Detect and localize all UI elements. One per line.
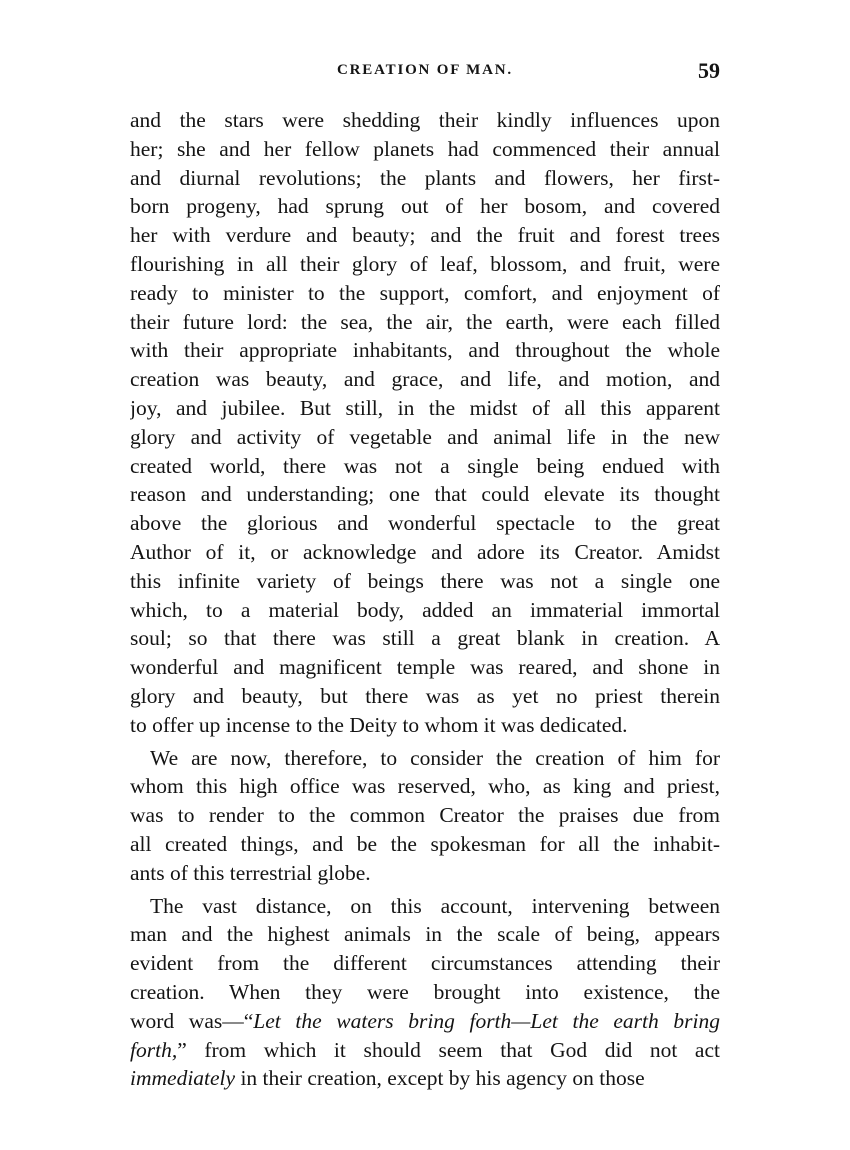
text-segment: all created things, and be the spokesman for all the inhabit- [130,831,720,856]
text-segment: their future lord: the sea, the air, the earth, were each filled [130,309,720,334]
text-line [130,135,720,164]
text-line [130,336,720,365]
text-segment: creation was beauty, and grace, and life, and motion, and [130,367,720,392]
text-line [130,423,720,452]
text-segment: man and the highest animals in the scale of being, appears [130,922,720,947]
text-line [130,308,720,337]
text-segment: and the stars were shedding their kindly influences upon [130,108,720,132]
text-segment: ants of this terrestrial globe. [130,860,371,885]
text-segment: wonderful and magnificent temple was reared, and shone in [130,655,720,680]
paragraph [130,892,720,1094]
text-segment: to offer up incense to the Deity to whom it was dedicated. [130,712,628,737]
text-line [130,892,720,921]
text-line [130,106,720,135]
text-segment: reason and understanding; one that could elevate its thought [130,482,720,507]
paragraph [130,744,720,888]
text-line [130,978,720,1007]
text-line [130,744,720,773]
body-text [130,106,720,1093]
text-line [130,711,720,740]
text-line [130,1064,720,1093]
text-line [130,920,720,949]
text-segment: above the glorious and wonderful spectacle to the great [130,511,720,536]
paragraph [130,106,720,740]
text-line [130,538,720,567]
text-line [130,653,720,682]
text-line [130,567,720,596]
text-segment: soul; so that there was still a great blank in creation. A [130,626,720,651]
text-segment: ” from which it should seem that God did not act [177,1037,720,1062]
text-line [130,624,720,653]
italic-text: Let the waters bring forth—Let the earth bring [253,1008,720,1033]
italic-text: forth, [130,1037,178,1062]
text-segment: which, to a material body, added an immaterial immortal [130,597,720,622]
text-line [130,596,720,625]
text-segment: flourishing in all their glory of leaf, blossom, and fruit, were [130,251,720,276]
text-line [130,365,720,394]
text-segment: whom this high office was reserved, who, as king and priest, [130,774,720,799]
text-segment: ready to minister to the support, comfort, and enjoyment of [130,280,720,305]
text-line [130,772,720,801]
text-segment: Author of it, or acknowledge and adore its Creator. Amidst [130,539,720,564]
text-line [130,509,720,538]
text-line [130,279,720,308]
text-segment: We are now, therefore, to consider the creation of him for [150,745,720,770]
text-segment: joy, and jubilee. But still, in the midst of all this apparent [130,395,720,420]
text-segment: created world, there was not a single being endued with [130,453,720,478]
text-line [130,192,720,221]
text-segment: The vast distance, on this account, intervening between [150,893,720,918]
text-segment: glory and beauty, but there was as yet no priest therein [130,683,720,708]
text-line [130,859,720,888]
text-segment: her; she and her fellow planets had commenced their annual [130,136,720,161]
text-segment: and diurnal revolutions; the plants and flowers, her first- [130,165,720,190]
text-line [130,949,720,978]
text-segment: was to render to the common Creator the praises due from [130,803,720,828]
running-head [130,58,720,92]
text-segment: this infinite variety of beings there was not a single one [130,568,720,593]
text-segment: born progeny, had sprung out of her bosom, and covered [130,194,720,219]
text-line [130,1007,720,1036]
text-line [130,682,720,711]
text-line [130,830,720,859]
text-line [130,801,720,830]
text-line [130,452,720,481]
text-line [130,221,720,250]
text-segment: word was—“ [130,1008,254,1033]
text-segment: creation. When they were brought into existence, the [130,979,720,1004]
text-segment: in their creation, except by his agency on those [235,1066,645,1091]
text-line [130,480,720,509]
page-number: 59 [698,58,720,83]
italic-text: immediately [130,1066,236,1091]
text-segment: her with verdure and beauty; and the fruit and forest trees [130,223,720,248]
text-segment: evident from the different circumstances attending their [130,951,720,976]
text-line [130,394,720,423]
text-segment: glory and activity of vegetable and animal life in the new [130,424,720,449]
text-line [130,164,720,193]
text-line [130,1036,720,1065]
text-segment: with their appropriate inhabitants, and throughout the whole [130,338,720,363]
book-page [130,58,720,1093]
running-title: CREATION OF MAN. [337,62,513,78]
text-line [130,250,720,279]
